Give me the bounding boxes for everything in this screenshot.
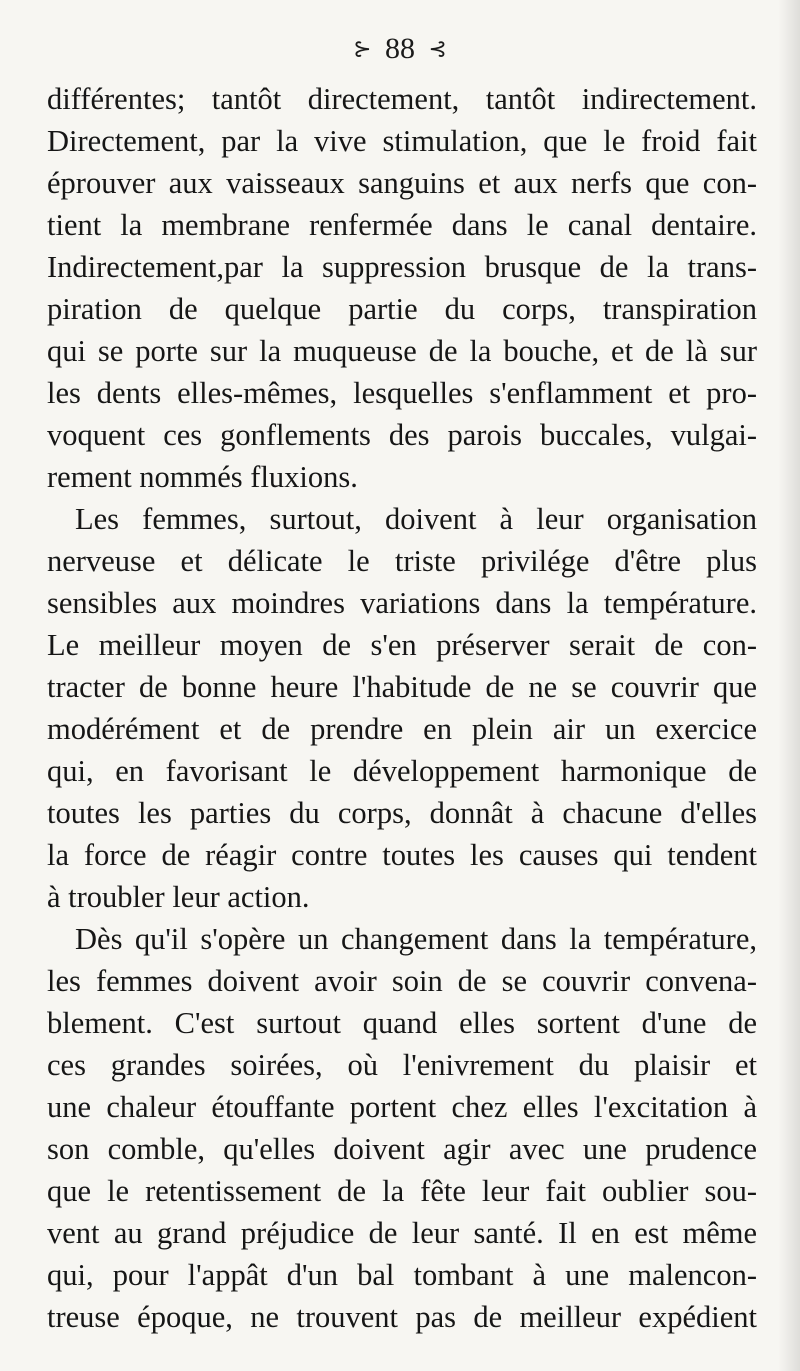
text-line: Directement, par la vive stimulation, que le froid fait bbox=[47, 124, 757, 158]
text-line: tient la membrane renfermée dans le canal dentaire. bbox=[47, 208, 757, 242]
text-line: Dès qu'il s'opère un changement dans la température, bbox=[75, 922, 757, 956]
text-line: toutes les parties du corps, donnât à chacune d'elles bbox=[47, 796, 757, 830]
text-line: les femmes doivent avoir soin de se couvrir convena- bbox=[47, 964, 757, 998]
text-line: vent au grand préjudice de leur santé. Il en est même bbox=[47, 1216, 757, 1250]
page-number: 88 bbox=[385, 32, 415, 66]
text-line: que le retentissement de la fête leur fait oublier sou- bbox=[47, 1174, 757, 1208]
text-line: ces grandes soirées, où l'enivrement du plaisir et bbox=[47, 1048, 757, 1082]
text-line: la force de réagir contre toutes les causes qui tendent bbox=[47, 838, 757, 872]
text-line: qui, en favorisant le développement harmonique de bbox=[47, 754, 757, 788]
text-line: rement nommés fluxions. bbox=[47, 460, 358, 494]
text-line: nerveuse et délicate le triste privilége d'être plus bbox=[47, 544, 757, 578]
text-line: éprouver aux vaisseaux sanguins et aux nerfs que con- bbox=[47, 166, 757, 200]
text-line: les dents elles-mêmes, lesquelles s'enflamment et pro- bbox=[47, 376, 757, 410]
text-line: une chaleur étouffante portent chez elles l'excitation à bbox=[47, 1090, 757, 1124]
text-line: voquent ces gonflements des parois buccales, vulgai- bbox=[47, 418, 757, 452]
text-line: piration de quelque partie du corps, transpiration bbox=[47, 292, 757, 326]
text-line: modérément et de prendre en plein air un exercice bbox=[47, 712, 757, 746]
text-line: à troubler leur action. bbox=[47, 880, 310, 914]
page-header bbox=[0, 30, 800, 66]
text-line: Le meilleur moyen de s'en préserver serait de con- bbox=[47, 628, 757, 662]
text-line: qui se porte sur la muqueuse de la bouche, et de là sur bbox=[47, 334, 757, 368]
text-line: son comble, qu'elles doivent agir avec une prudence bbox=[47, 1132, 757, 1166]
text-line: tracter de bonne heure l'habitude de ne se couvrir que bbox=[47, 670, 757, 704]
text-line: Indirectement,par la suppression brusque de la trans- bbox=[47, 250, 757, 284]
text-line: treuse époque, ne trouvent pas de meilleur expédient bbox=[47, 1300, 757, 1334]
text-line: sensibles aux moindres variations dans la température. bbox=[47, 586, 757, 620]
text-line: blement. C'est surtout quand elles sortent d'une de bbox=[47, 1006, 757, 1040]
right-ornament-icon: ⊰ bbox=[428, 36, 447, 62]
text-line: Les femmes, surtout, doivent à leur organisation bbox=[75, 502, 757, 536]
text-line: qui, pour l'appât d'un bal tombant à une malencon- bbox=[47, 1258, 757, 1292]
body-text bbox=[47, 78, 757, 1338]
left-ornament-icon: ⊱ bbox=[353, 36, 372, 62]
text-line: différentes; tantôt directement, tantôt indirectement. bbox=[47, 82, 757, 116]
